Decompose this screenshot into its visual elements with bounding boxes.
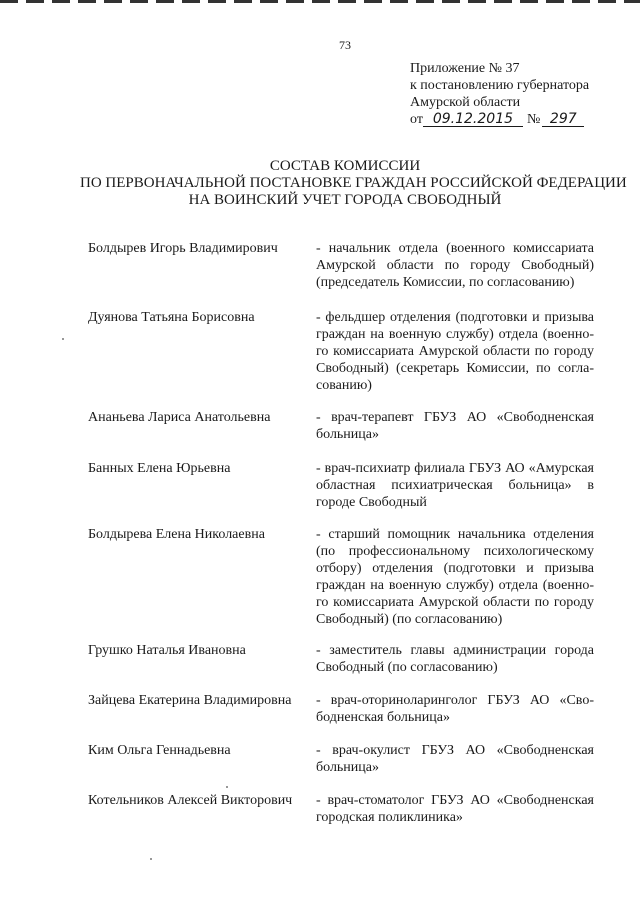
title-line: НА ВОИНСКИЙ УЧЕТ ГОРОДА СВОБОДНЫЙ (188, 192, 502, 208)
handwritten-date: 09.12.2015 (423, 112, 523, 127)
appendix-line: Амурской области (410, 95, 521, 110)
member-role: - старший помощник начальника отделения (по профессиональному психологическому отбору) отделения (подготовки и призыва граждан на военную службу) отдела (военного комиссариата Амурской области по городу Свободный) (по согласованию) (316, 527, 594, 627)
member-name: Ананьева Лариса Анатольевна (88, 410, 271, 425)
member-name: Банных Елена Юрьевна (88, 461, 231, 476)
scan-speck (226, 786, 228, 788)
document-title (80, 158, 627, 209)
number-label: № (526, 112, 541, 127)
appendix-date-line (410, 111, 589, 128)
scan-speck (62, 338, 64, 340)
member-name: Котельников Алексей Викторович (88, 793, 293, 808)
member-role: - врач-стоматолог ГБУЗ АО «Свободненская городская поликлиника» (316, 793, 594, 825)
title-line: ПО ПЕРВОНАЧАЛЬНОЙ ПОСТАНОВКЕ ГРАЖДАН РОССИЙСКОЙ ФЕДЕРАЦИИ (80, 175, 627, 191)
member-role: - врач-окулист ГБУЗ АО «Свободненская больница» (316, 743, 594, 775)
member-name: Грушко Наталья Ивановна (88, 643, 246, 658)
appendix-block (410, 60, 589, 128)
handwritten-number: 297 (542, 112, 584, 127)
appendix-line: к постановлению губернатора (410, 78, 590, 93)
scan-speck (150, 858, 152, 860)
member-role: - врач-терапевт ГБУЗ АО «Свободненская больница» (316, 410, 594, 442)
appendix-line: Приложение № 37 (410, 61, 520, 76)
page-number: 73 (339, 38, 351, 52)
member-role: - начальник отдела (военного комиссариата Амурской области по городу Свободный) (председатель Комиссии, по согласованию) (316, 241, 594, 290)
member-name: Болдырев Игорь Владимирович (88, 241, 278, 256)
member-role: - врач-оториноларинголог ГБУЗ АО «Свободненская больница» (316, 693, 594, 725)
member-name: Ким Ольга Геннадьевна (88, 743, 231, 758)
date-prefix: от (410, 112, 423, 127)
member-role: - фельдшер отделения (подготовки и призыва граждан на военную службу) отдела (военного комиссариата Амурской области по городу Свободный) (секретарь Комиссии, по согласованию) (316, 310, 594, 393)
scan-edge (0, 0, 640, 3)
member-name: Зайцева Екатерина Владимировна (88, 693, 292, 708)
member-role: - заместитель главы администрации города Свободный (по согласованию) (316, 643, 594, 675)
title-line: СОСТАВ КОМИССИИ (269, 158, 421, 174)
member-name: Дуянова Татьяна Борисовна (88, 310, 255, 325)
member-name: Болдырева Елена Николаевна (88, 527, 265, 542)
member-role: - врач-психиатр филиала ГБУЗ АО «Амурская областная психиатрическая больница» в городе Свободный (316, 461, 594, 510)
